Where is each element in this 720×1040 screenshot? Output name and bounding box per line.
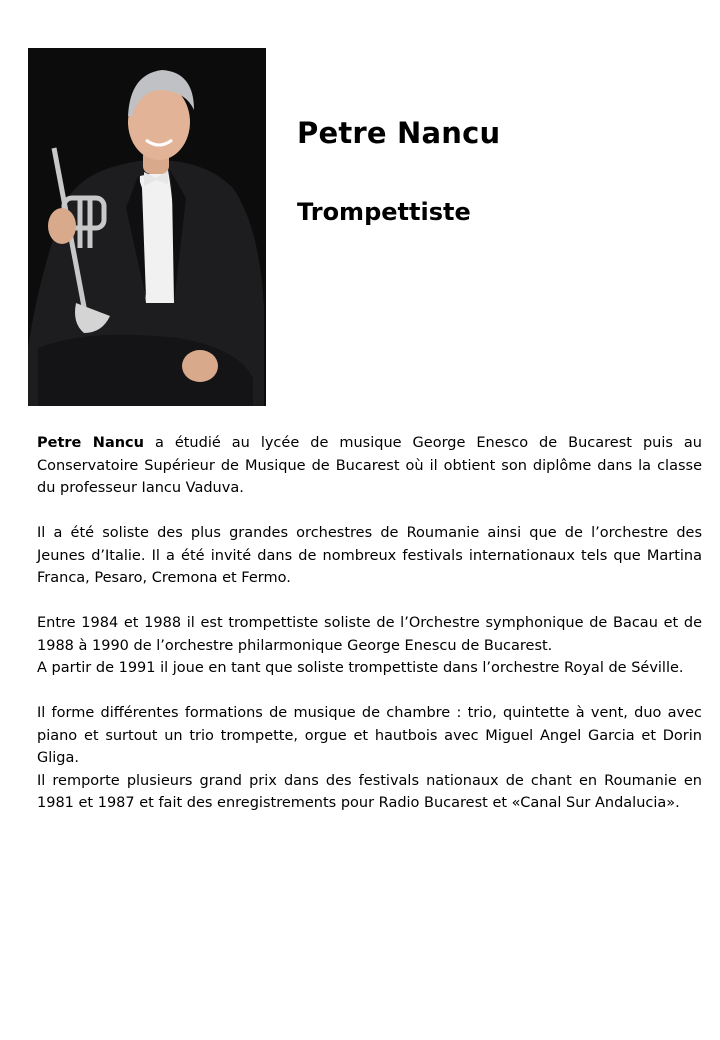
performer-name: Petre Nancu — [297, 116, 501, 150]
bio-paragraph-3: Entre 1984 et 1988 il est trompettiste soliste de l’Orchestre symphonique de Bacau et de 1988 à 1990 de l’orchestre philarmonique George Enescu de Bucarest. — [37, 615, 702, 654]
bio-paragraph-2: Il a été soliste des plus grandes orchestres de Roumanie ainsi que de l’orchestre des Jeunes d’Italie. Il a été invité dans de nombreux festivals internationaux tels que Martina Franca, Pesaro, Cremona et Fermo. — [37, 525, 702, 586]
bio-paragraph-4: A partir de 1991 il joue en tant que soliste trompettiste dans l’orchestre Royal de Séville. — [37, 660, 684, 676]
paragraph-gap — [37, 680, 702, 703]
portrait-photo — [28, 48, 266, 406]
paragraph-gap — [37, 590, 702, 613]
bio-paragraph-6: Il remporte plusieurs grand prix dans des festivals nationaux de chant en Roumanie en 1981 et 1987 et fait des enregistrements pour Radio Bucarest et «Canal Sur Andalucia». — [37, 772, 702, 811]
bio-name: Petre Nancu — [37, 435, 144, 451]
biography — [37, 432, 702, 815]
performer-role: Trompettiste — [297, 198, 471, 226]
bio-paragraph-1 — [37, 432, 702, 500]
paragraph-gap — [37, 500, 702, 523]
bio-paragraph-5: Il forme différentes formations de musique de chambre : trio, quintette à vent, duo avec piano et surtout un trio trompette, orgue et hautbois avec Miguel Angel Garcia et Dorin Gliga. — [37, 705, 702, 766]
bio-paragraph-1-text: a étudié au lycée de musique George Enesco de Bucarest puis au Conservatoire Supérieur de Musique de Bucarest où il obtient son diplôme dans la classe du professeur Iancu Vaduva. — [37, 435, 702, 496]
